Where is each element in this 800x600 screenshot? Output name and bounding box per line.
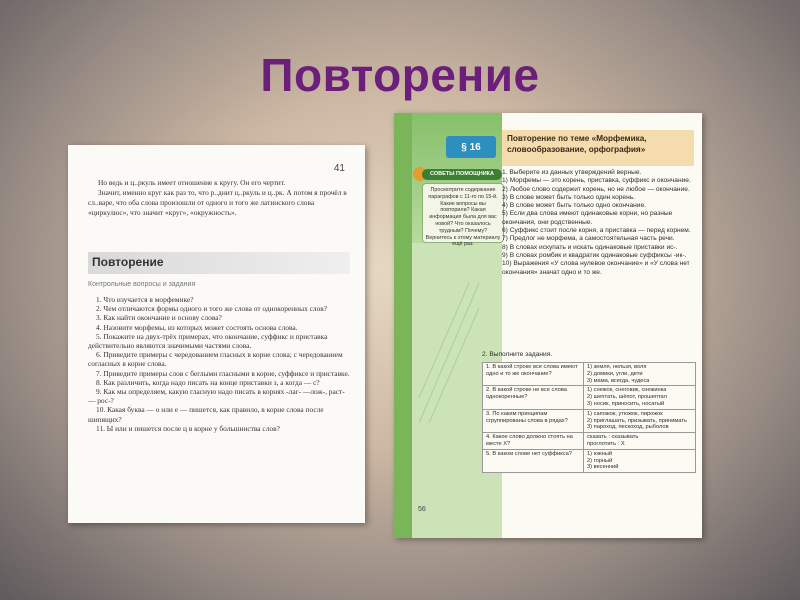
question-item: 2. Чем отличаются формы одного и того же слова от однокоренных слов? [96, 304, 328, 314]
table-row [483, 409, 696, 432]
question-item: 8. Как различить, когда надо писать на конце приставки з, а когда — с? [96, 377, 320, 387]
question-item: 3. Как найти окончание и основу слова? [96, 313, 222, 323]
section-title: Повторение [92, 255, 164, 269]
exercise-line: 5) Если два слова имеют одинаковые корни, но разные окончания, они родственные. [502, 210, 673, 226]
exercise-2-title: 2. Выполните задания. [482, 351, 553, 358]
page-number: 41 [333, 163, 345, 174]
right-textbook-page [394, 113, 702, 538]
question-item: 10. Какая буква — о или е — пишется, как правило, в корне слова после шипящих? [88, 405, 324, 424]
table-answers: сказать : сказывать проглотить : X [584, 433, 696, 450]
exercise-table [482, 362, 696, 473]
table-row [483, 449, 696, 472]
exercise-line: 8) В словах искупать и искать одинаковые приставки ис-. [502, 243, 678, 251]
question-item: 7. Приведите примеры слов с беглыми гласными в корне, суффиксе и приставке. [96, 368, 350, 378]
page-edge-strip [394, 113, 412, 538]
exercise-line: 7) Предлог не морфема, а самостоятельная часть речи. [502, 235, 675, 243]
table-answers: 1) земля, нельзя, воля 2) домики, угли, дети 3) мама, всегда, чудеса [584, 363, 696, 386]
table-answers: 1) южный 2) горный 3) весенний [584, 449, 696, 472]
intro-paragraph: Но ведь и ц..ркуль имеет отношение к кругу. Он его чертит. [98, 178, 286, 187]
section-subtitle: Контрольные вопросы и задания [88, 281, 196, 288]
question-item: 4. Назовите морфемы, из которых может состоять основа слова. [96, 322, 298, 332]
table-row [483, 433, 696, 450]
intro-text [88, 178, 350, 218]
table-answers: 1) сапожок, утюжок, пирожок 2) приглашать, призывать, принимать 3) пароход, пескоход, рыболов [584, 409, 696, 432]
left-textbook-page [68, 145, 365, 523]
intro-paragraph: Значит, именно круг как раз то, что р..днит ц..ркуль и ц..рк. А потом я прочёл в сл..варе, что оба слова произошли от одного и того же латинского слова «циркулюс», что значит «круг», «окружность». [88, 188, 347, 217]
advice-bubble: Просмотрите содержание параграфов с 11-го по 15-й. Какие вопросы вы повторили? Какая информация была для вас новой? Что оказалось трудным? Почему? Вернитесь к этому материалу ещё раз. [422, 183, 504, 243]
paragraph-header: Повторение по теме «Морфемика, словообразование, орфография» [502, 130, 694, 166]
table-row [483, 386, 696, 409]
question-item: 11. Ы или и пишется после ц в корне у большинства слов? [96, 423, 280, 433]
table-question: 3. По каким принципам сгруппированы слова в рядах? [483, 409, 584, 432]
table-question: 4. Какое слово должно стоять на месте X? [483, 433, 584, 450]
advice-label: СОВЕТЫ ПОМОЩНИКА [422, 169, 502, 180]
table-question: 2. В какой строке не все слова однокоренные? [483, 386, 584, 409]
watermark-decoration [414, 273, 484, 433]
exercise-line: 9) В словах ромбик и квадратик одинаковые суффиксы -ик-. [502, 251, 687, 259]
paragraph-badge: § 16 [446, 136, 496, 158]
section-heading-bar [88, 252, 350, 274]
question-item: 5. Покажите на двух-трёх примерах, что окончание, суффикс и приставка действительно являются значимыми частями слова. [88, 331, 328, 351]
table-row [483, 363, 696, 386]
slide-title: Повторение [260, 49, 540, 101]
table-question: 5. В каком слове нет суффикса? [483, 449, 584, 472]
question-item: 6. Приведите примеры с чередованием гласных в корне слова; с чередованием согласных в корне слова. [88, 350, 343, 369]
exercise-line: 1. Выберите из данных утверждений верные. [502, 169, 642, 176]
table-question: 1. В какой строке все слова имеют одно и то же окончание? [483, 363, 584, 386]
exercise-line: 10) Выражения «У слова нулевое окончание» и «У слова нет окончания» значат одно и то же. [502, 260, 690, 276]
exercise-line: 6) Суффикс стоит после корня, а приставка — перед корнем. [502, 227, 691, 235]
exercise-line: 4) В слове может быть только одно окончание. [502, 202, 646, 210]
question-item: 1. Что изучается в морфемике? [96, 295, 194, 304]
exercise-line: 3) В слове может быть только один корень. [502, 193, 635, 201]
questions-list [88, 295, 350, 433]
page-number: 56 [418, 506, 426, 513]
exercise-line: 2) Любое слово содержит корень, но не любое — окончание. [502, 185, 690, 193]
exercise-line: 1) Морфемы — это корень, приставка, суффикс и окончание. [502, 177, 691, 185]
exercise-1 [502, 169, 698, 277]
question-item: 9. Как мы определяем, какую гласную надо писать в корнях -лаг- —лож-, раст- — рос-? [88, 387, 345, 406]
table-answers: 1) снежок, снеговик, снежинка 2) шептать, шёпот, прошептал 3) носик, приносить, носатый [584, 386, 696, 409]
